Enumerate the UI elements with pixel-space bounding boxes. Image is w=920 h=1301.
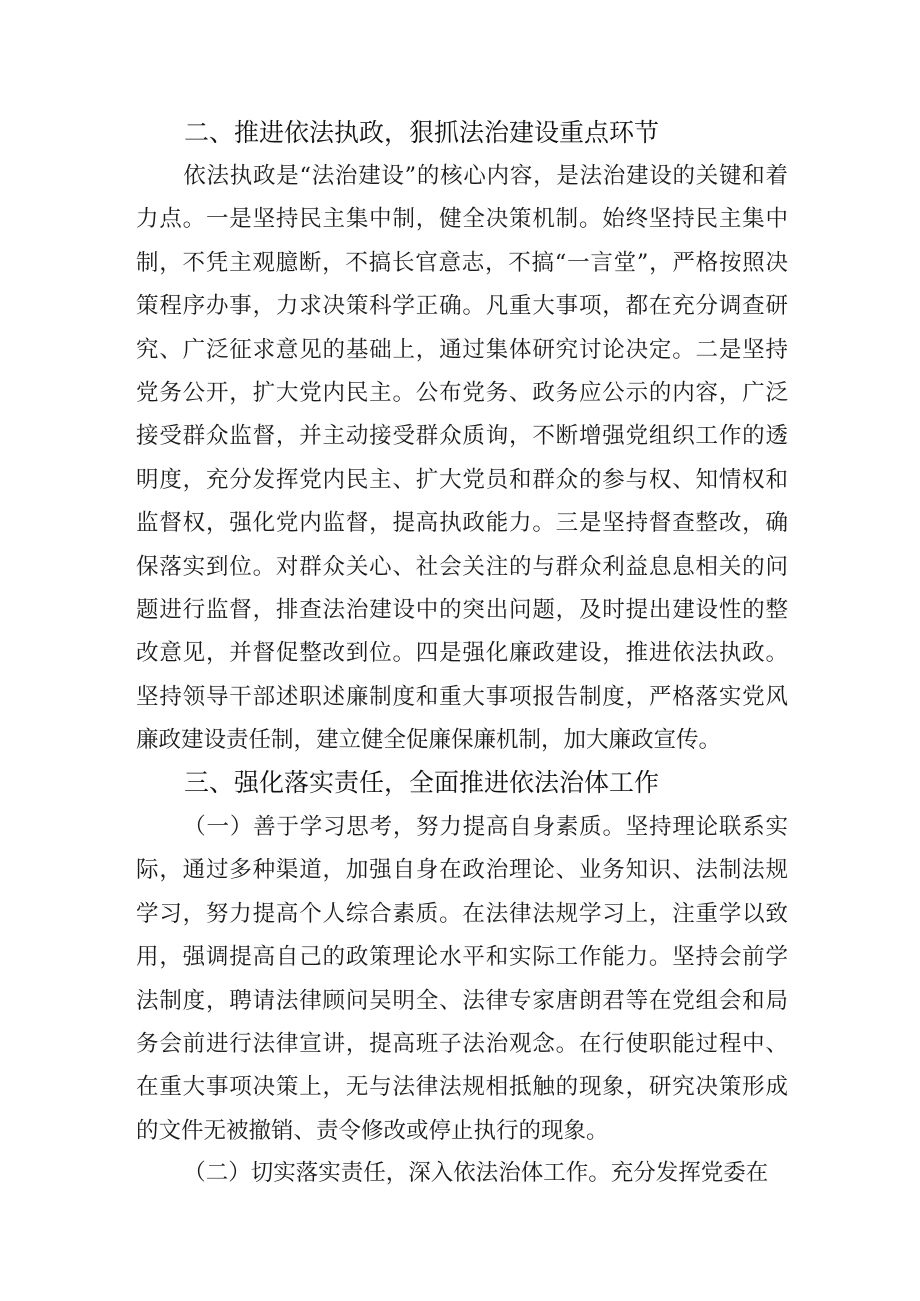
section-heading-2: 二、推进依法执政，狠抓法治建设重点环节 <box>184 118 660 147</box>
section-heading-3: 三、强化落实责任，全面推进依法治体工作 <box>184 768 660 797</box>
section-3-paragraph-1: （一）善于学习思考，努力提高自身素质。坚持理论联系实际，通过多种渠道，加强自身在政治理论、业务知识、法制法规学习，努力提高个人综合素质。在法律法规学习上，注重学以致用，强调提高自己的政策理论水平和实际工作能力。坚持会前学法制度，聘请法律顾问吴明全、法律专家唐朗君等在党组会和局务会前进行法律宣讲，提高班子法治观念。在行使职能过程中、在重大事项决策上，无与法律法规相抵触的现象，研究决策形成的文件无被撤销、责令修改或停止执行的现象。 <box>136 814 788 1144</box>
section-3-paragraph-2: （二）切实落实责任，深入依法治体工作。充分发挥党委在 <box>183 1160 769 1186</box>
section-2-paragraph: 依法执政是“法治建设”的核心内容，是法治建设的关键和着力点。一是坚持民主集中制，健全决策机制。始终坚持民主集中制，不凭主观臆断，不搞长官意志，不搞“一言堂”，严格按照决策程序办事，力求决策科学正确。凡重大事项，都在充分调查研究、广泛征求意见的基础上，通过集体研究讨论决定。二是坚持党务公开，扩大党内民主。公布党务、政务应公示的内容，广泛接受群众监督，并主动接受群众质询，不断增强党组织工作的透明度，充分发挥党内民主、扩大党员和群众的参与权、知情权和监督权，强化党内监督，提高执政能力。三是坚持督查整改，确保落实到位。对群众关心、社会关注的与群众利益息息相关的问题进行监督，排查法治建设中的突出问题，及时提出建设性的整改意见，并督促整改到位。四是强化廉政建设，推进依法执政。坚持领导干部述职述廉制度和重大事项报告制度，严格落实党风廉政建设责任制，建立健全促廉保廉机制，加大廉政宣传。 <box>136 163 788 754</box>
